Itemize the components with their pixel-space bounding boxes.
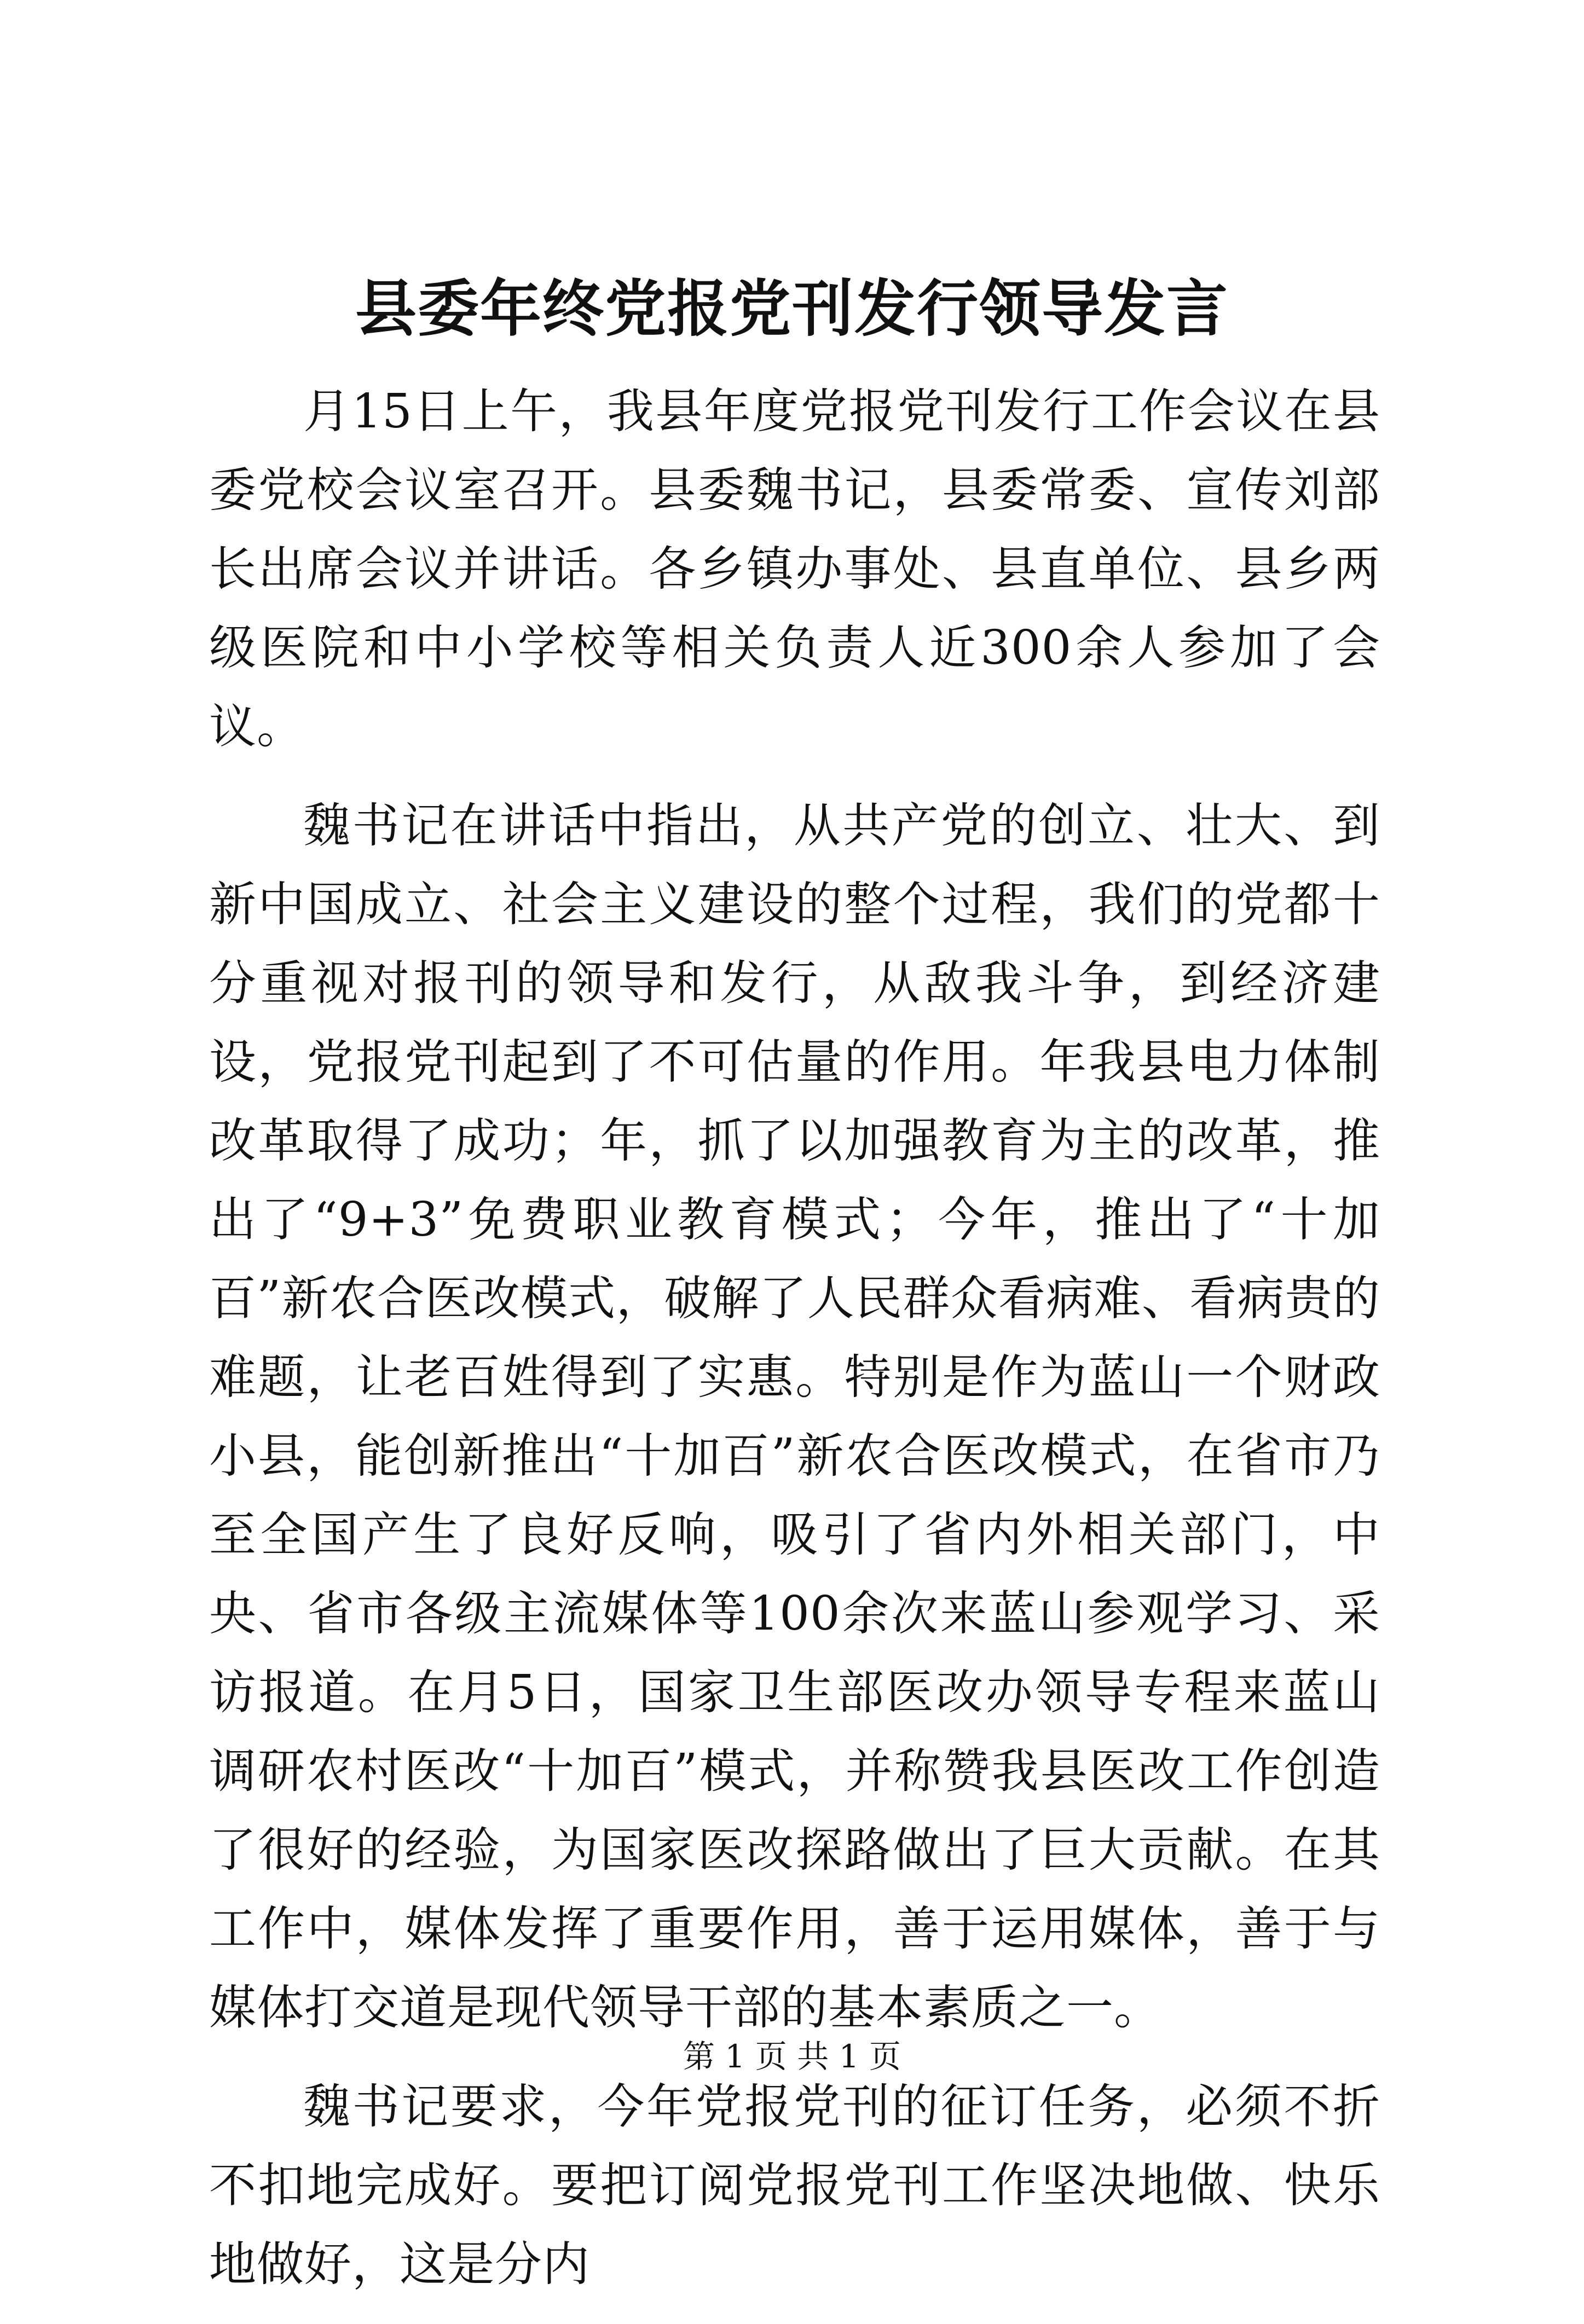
document-title: 县委年终党报党刊发行领导发言: [355, 273, 1229, 345]
page-footer: 第 1 页 共 1 页: [683, 2038, 901, 2075]
paragraph-3: 魏书记要求，今年党报党刊的征订任务，必须不折不扣地完成好。要把订阅党报党刊工作坚决地做、快乐地做好，这是分内: [209, 2079, 1380, 2292]
paragraph-1: 月15日上午，我县年度党报党刊发行工作会议在县委党校会议室召开。县委魏书记，县委常委、宣传刘部长出席会议并讲话。各乡镇办事处、县直单位、县乡两级医院和中小学校等相关负责人近300余人参加了会议。: [209, 384, 1380, 754]
paragraph-2: 魏书记在讲话中指出，从共产党的创立、壮大、到新中国成立、社会主义建设的整个过程，我们的党都十分重视对报刊的领导和发行，从敌我斗争，到经济建设，党报党刊起到了不可估量的作用。年我县电力体制改革取得了成功；年，抓了以加强教育为主的改革，推出了“9+3”免费职业教育模式；今年，推出了“十加百”新农合医改模式，破解了人民群众看病难、看病贵的难题，让老百姓得到了实惠。特别是作为蓝山一个财政小县，能创新推出“十加百”新农合医改模式，在省市乃至全国产生了良好反响，吸引了省内外相关部门，中央、省市各级主流媒体等100余次来蓝山参观学习、采访报道。在月5日，国家卫生部医改办领导专程来蓝山调研农村医改“十加百”模式，并称赞我县医改工作创造了很好的经验，为国家医改探路做出了巨大贡献。在其工作中，媒体发挥了重要作用，善于运用媒体，善于与媒体打交道是现代领导干部的基本素质之一。: [209, 798, 1380, 2035]
document-body: [209, 372, 1380, 2324]
